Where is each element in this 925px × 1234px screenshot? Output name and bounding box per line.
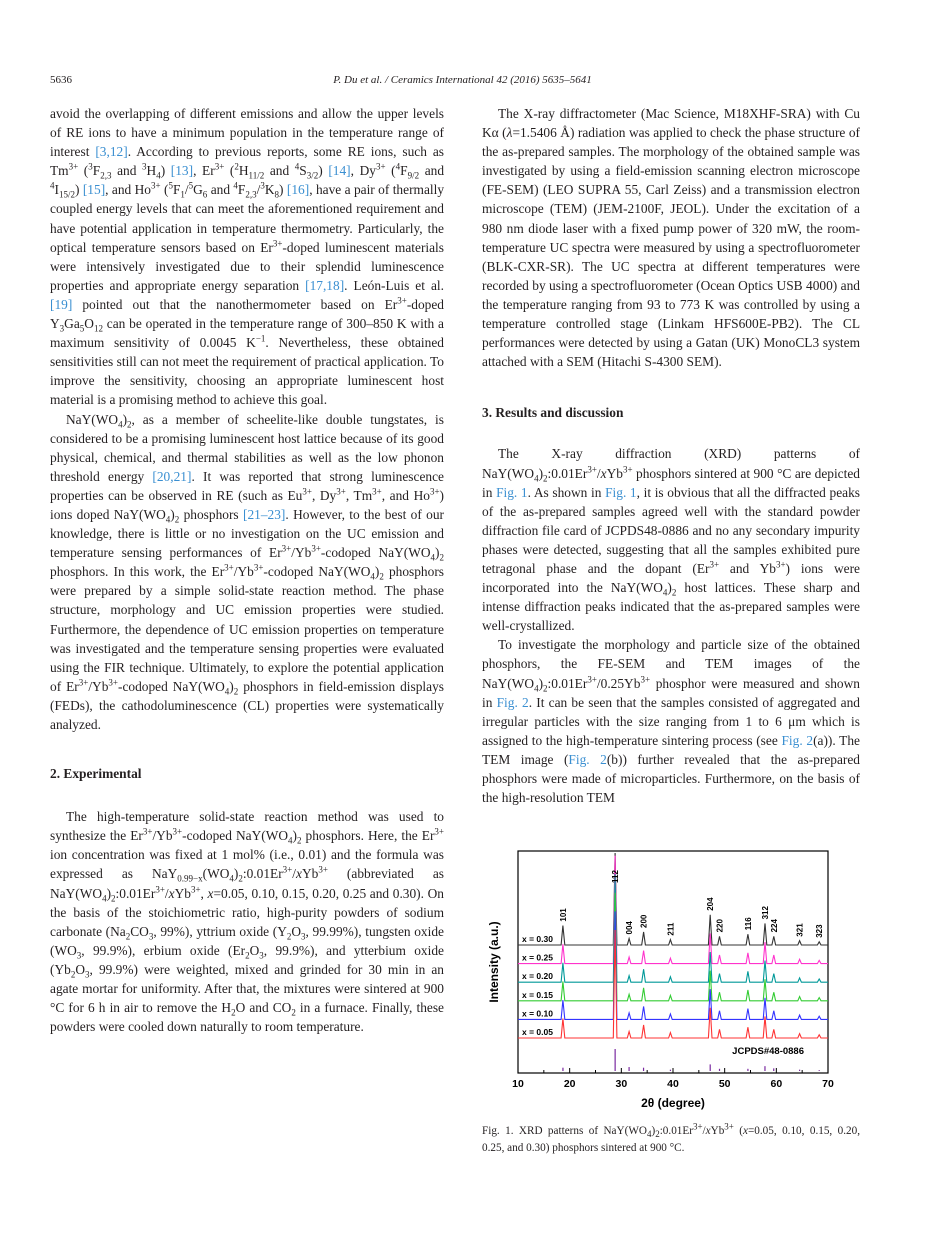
paragraph: avoid the overlapping of different emissions and allow the upper levels of RE ions to have a minimum population in the temperature range of interest [3,12]. According to previous reports, some RE ions, such as $Tm^{3+}$ ($^3F_{2,3}$ and $^3H_4$) [13], $Er^{3+}$ ($^2H_{11/2}$ and $^4S_{3/2}$) [14], $Dy^{3+}$ ($^4F_{9/2}$ and $^4I_{15/2}$) [15], and $Ho^{3+}$ ($^5F_1/^5G_6$ and $^4F_{2,3}/^3K_8$) [16], have a pair of thermally coupled energy levels that can meet the aforementioned requirement and have potential application in temperature thermometry. Particularly, the optical temperature sensors based on $Er^{3+}$-doped luminescent materials were intensively investigated due to their splendid luminescence properties and appropriate energy separation [17,18]. León-Luis et al. [19] pointed out that the nanothermometer based on $Er^{3+}$-doped $Y_3Ga_5O_{12}$ can be operated in the temperature range of 300–850 K with a maximum sensitivity of 0.0045 $K^{-1}$. Nevertheless, these obtained sensitivities still can not meet the requirement of practical application. To improve the sensitivity, choosing an appropriate luminescent host material is a promising method to achieve this goal. (50, 106, 445, 408)
paragraph: The X-ray diffractometer (Mac Science, M18XHF-SRA) with Cu Kα (λ=1.5406 Å) radiation was applied to check the phase structure of the as-prepared samples. The morphology of the obtained sample was investigated by using a field-emission scanning electron microscope (FE-SEM) (LEO SUPRA 55, Carl Zeiss) and a transmission electron microscope (TEM) (JEM-2100F, JEOL). Under the excitation of a 980 nm diode laser with a fixed pump power of 320 mW, the room-temperature UC spectra were measured by using a spectrofluorometer (BLK-CXR-SR). The UC spectra at different temperatures were recorded by using a spectrofluorometer (Ocean Optics USB 4000) and the temperature ranging from 93 to 773 K was controlled by using a temperature controlled stage (Linkam HFS600E-PB2). The CL performances were detected by using a Gatan (UK) MonoCL3 system attached with a SEM (Hitachi S-4300 SEM). (482, 106, 860, 370)
series-label: x = 0.15 (522, 989, 553, 1000)
citation-link[interactable]: [20,21] (152, 468, 192, 484)
series-label: x = 0.10 (522, 1008, 553, 1019)
peak-labels (559, 870, 824, 938)
figure-link[interactable]: Fig. 1 (496, 484, 528, 500)
x-tick-label: 30 (615, 1078, 628, 1090)
series-label: x = 0.20 (522, 971, 553, 982)
x-tick-label: 20 (563, 1078, 576, 1090)
x-tick-label: 60 (770, 1078, 783, 1090)
running-header (50, 72, 875, 88)
citation-link[interactable]: [19] (50, 296, 73, 312)
citation-link[interactable]: [15] (82, 182, 106, 198)
series-label: x = 0.05 (522, 1027, 553, 1037)
peak-label: 220 (715, 919, 725, 933)
peak-label: 224 (769, 919, 779, 933)
series-label: x = 0.25 (522, 952, 553, 963)
peak-label: 211 (666, 922, 676, 936)
peak-label: 200 (639, 914, 649, 928)
peak-label: 101 (558, 908, 568, 922)
x-tick-label: 10 (512, 1078, 524, 1090)
figure-1 (482, 845, 860, 1157)
paragraph: $NaY(WO_4)_2$, as a member of scheelite-like double tungstates, is considered to be a promising luminescent host lattice because of its good physical, chemical, and thermal stabilities as well as the low phonon threshold energy [20,21]. It was reported that strong luminescence properties can be observed in RE (such as $Eu^{3+}$, $Dy^{3+}$, $Tm^{3+}$, and $Ho^{3+}$) ions doped $NaY(WO_4)_2$ phosphors [21–23]. However, to the best of our knowledge, there is little or no investigation on the UC emission and temperature sensing performances of $Er^{3+}/Yb^{3+}$-codoped $NaY(WO_4)_2$ phosphors. In this work, the $Er^{3+}/Yb^{3+}$-codoped $NaY(WO_4)_2$ phosphors were prepared by a simple solid-state reaction method. The phase structure, morphology and UC emission properties were studied. Furthermore, the dependence of UC emission properties on temperature was investigated and the temperature sensing properties were evaluated using the FIR technique. Ultimately, to explore the potential application of $Er^{3+}/Yb^{3+}$-codoped $NaY(WO_4)_2$ phosphors in field-emission displays (FEDs), the cathodoluminescence (CL) properties were systematically analyzed. (50, 411, 445, 732)
x-axis-label: 2θ (degree) (641, 1096, 705, 1110)
section-heading: 2. Experimental (50, 766, 142, 782)
peak-label: 204 (706, 897, 716, 911)
right-column (482, 104, 860, 807)
x-tick-label: 70 (822, 1078, 834, 1090)
peak-label: 116 (743, 917, 753, 931)
figure-link[interactable]: Fig. 2 (568, 751, 607, 767)
x-axis-ticks (512, 1068, 834, 1090)
peak-label: 112 (611, 870, 621, 883)
paragraph: To investigate the morphology and particle size of the obtained phosphors, the FE-SEM and TEM images of the $NaY(WO_4)_2:0.01Er^{3+}/0.25Yb^{3+}$ phosphor were measured and shown in Fig. 2. It can be seen that the samples consisted of aggregated and irregular particles with the size ranging from 1 to 6 μm which is assigned to the high-temperature sintering process (see Fig. 2(a)). The TEM image (Fig. 2(b)) further revealed that the as-prepared phosphors were made of microparticles. Furthermore, on the basis of the high-resolution TEM (482, 637, 860, 806)
peak-label: 321 (795, 923, 805, 937)
y-axis-label: Intensity (a.u.) (487, 921, 501, 1003)
figure-link[interactable]: Fig. 1 (605, 484, 637, 500)
citation-link[interactable]: [3,12] (95, 144, 128, 160)
x-tick-label: 40 (667, 1078, 679, 1090)
series-line (518, 930, 828, 1038)
reference-label: JCPDS#48-0886 (732, 1046, 804, 1057)
series-label: x = 0.30 (522, 934, 553, 944)
left-column (50, 104, 444, 1036)
xrd-chart (482, 845, 860, 1117)
peak-label: 312 (761, 906, 770, 920)
citation-link[interactable]: [14] (328, 163, 351, 179)
citation-link[interactable]: [17,18] (305, 277, 345, 293)
x-tick-label: 50 (718, 1078, 731, 1090)
figure-link[interactable]: Fig. 2 (781, 732, 814, 748)
page-number: 5636 (50, 74, 72, 86)
peak-label: 004 (625, 921, 635, 935)
paragraph: The X-ray diffraction (XRD) patterns of $NaY(WO_4)_2:0.01Er^{3+}/xYb^{3+}$ phosphors sintered at 900 °C are depicted in Fig. 1. As shown in Fig. 1, it is obvious that all the diffracted peaks of the as-prepared samples agreed well with the standard powder diffraction file card of JCPDS48-0886 and no any secondary impurity phases were detected, suggesting that all the samples exhibited pure tetragonal phase and the dopant ($Er^{3+}$ and $Yb^{3+}$) ions were incorporated into the $NaY(WO_4)_2$ host lattices. These sharp and intense diffraction peaks indicated that the as-prepared samples were well-crystallized. (482, 446, 861, 634)
journal-citation: P. Du et al. / Ceramics International 42 (2016) 5635–5641 (333, 74, 592, 86)
citation-link[interactable]: [16] (286, 182, 310, 198)
citation-link[interactable]: [21–23] (242, 506, 286, 522)
figure-link[interactable]: Fig. 2 (496, 694, 529, 710)
figure-caption: Fig. 1. XRD patterns of $NaY(WO_4)_2:0.01Er^{3+}/xYb^{3+}$ (x=0.05, 0.10, 0.15, 0.20, 0.25, and 0.30) phosphors sintered at 900 °C. (482, 1121, 860, 1154)
series-group (518, 853, 828, 1071)
series-trace (518, 930, 828, 1038)
paragraph: The high-temperature solid-state reaction method was used to synthesize the $Er^{3+}/Yb^{3+}$-codoped $NaY(WO_4)_2$ phosphors. Here, the $Er^{3+}$ ion concentration was fixed at 1 mol% (i.e., 0.01) and the formula was expressed as $NaY_{0.99-x}(WO_4)_2:0.01Er^{3+}/xYb^{3+}$ (abbreviated as $NaY(WO_4)_2:0.01Er^{3+}/xYb^{3+}$, x=0.05, 0.10, 0.15, 0.20, 0.25 and 0.30). On the basis of the stoichiometric ratio, high-purity powders of sodium carbonate ($Na_2CO_3$, 99%), yttrium oxide ($Y_2O_3$, 99.99%), tungsten oxide ($WO_3$, 99.9%), erbium oxide ($Er_2O_3$, 99.9%), and ytterbium oxide ($Yb_2O_3$, 99.9%) were weighted, mixed and grinded for 30 min in an agate mortar for uniformity. After that, the mixtures were sintered at 900 °C for 6 h in air to remove the $H_2O$ and $CO_2$ in a furnace. Finally, these powders were cooled down naturally to room temperature. (50, 809, 445, 1035)
citation-link[interactable]: [13] (170, 163, 194, 179)
section-heading: 3. Results and discussion (482, 405, 624, 421)
peak-label: 323 (815, 924, 825, 938)
